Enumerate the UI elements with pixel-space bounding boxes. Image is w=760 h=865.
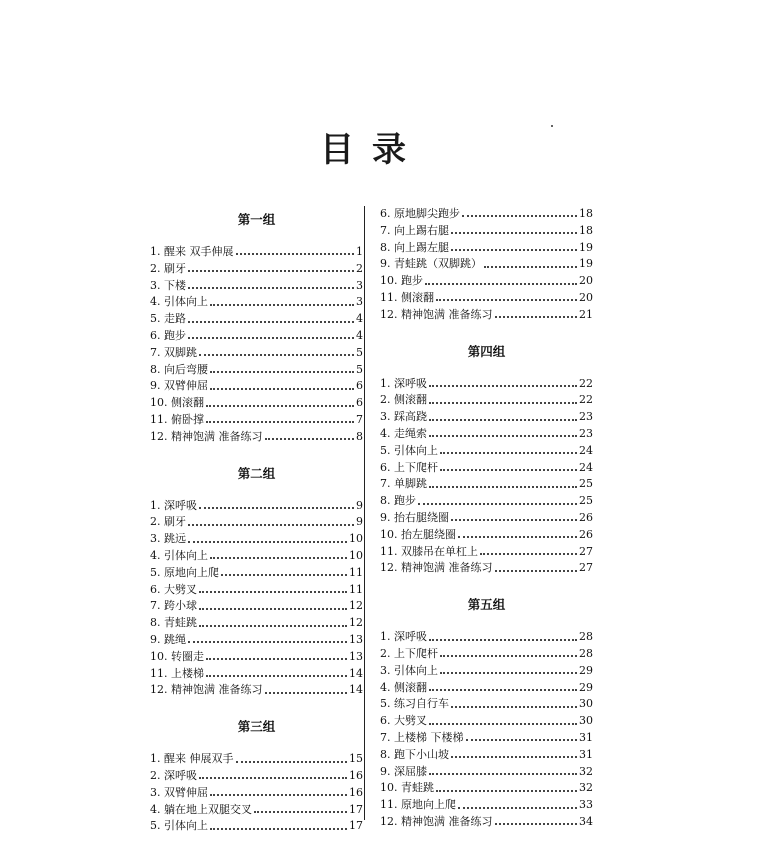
page-number: 5	[356, 362, 363, 376]
entry-label: 11. 侧滚翻	[380, 290, 434, 304]
page-number: 18	[579, 223, 593, 237]
toc-entry[interactable]	[380, 780, 593, 797]
dot-leader	[236, 761, 348, 763]
page-number: 31	[579, 747, 593, 761]
dot-leader	[429, 419, 577, 421]
dot-leader	[429, 723, 577, 725]
entry-label: 8. 跑步	[380, 494, 416, 508]
dot-leader	[429, 639, 577, 641]
page-number: 8	[356, 429, 363, 443]
dot-leader	[206, 675, 347, 677]
entry-label: 6. 上下爬杆	[380, 460, 438, 474]
page-number: 27	[579, 544, 593, 558]
dot-leader	[210, 557, 347, 559]
page-number: 22	[579, 393, 593, 407]
entry-label: 12. 精神饱满 准备练习	[380, 307, 493, 321]
toc-entry[interactable]	[150, 548, 363, 565]
right-column	[380, 206, 593, 831]
toc-entry[interactable]	[380, 426, 593, 443]
page-number: 13	[349, 632, 363, 646]
entry-label: 10. 跑步	[380, 274, 423, 288]
dot-leader	[462, 215, 577, 217]
dot-leader	[429, 435, 577, 437]
dot-leader	[451, 519, 577, 521]
page-number: 10	[349, 532, 363, 546]
page-number: 15	[349, 752, 363, 766]
dot-leader	[451, 232, 577, 234]
page-number: 18	[579, 207, 593, 220]
page-number: 4	[356, 328, 363, 342]
page-number: 34	[579, 814, 593, 828]
toc-entry[interactable]	[380, 764, 593, 781]
toc-entry[interactable]	[150, 818, 363, 835]
group-heading: 第五组	[467, 597, 506, 613]
toc-entry[interactable]	[380, 493, 593, 510]
dot-leader	[210, 388, 354, 390]
toc-entry[interactable]	[380, 747, 593, 764]
dot-leader	[451, 706, 577, 708]
toc-entry[interactable]	[380, 629, 593, 646]
dot-leader	[199, 354, 354, 356]
toc-entry[interactable]	[380, 797, 593, 814]
toc-entry[interactable]	[150, 682, 363, 699]
group-heading: 第三组	[237, 719, 276, 735]
entry-label: 4. 走绳索	[380, 426, 427, 440]
page-number: 23	[579, 410, 593, 424]
toc-entry[interactable]	[380, 206, 593, 223]
toc-entry[interactable]	[150, 261, 363, 278]
toc-entry[interactable]	[150, 632, 363, 649]
entry-label: 2. 侧滚翻	[380, 393, 427, 407]
toc-entry[interactable]	[380, 376, 593, 393]
dot-leader	[436, 790, 577, 792]
toc-entry[interactable]	[150, 649, 363, 666]
page-number: 12	[349, 616, 363, 630]
toc-entry[interactable]	[150, 598, 363, 615]
entry-label: 7. 单脚跳	[380, 477, 427, 491]
page-number: 20	[579, 274, 593, 288]
left-column	[150, 208, 363, 835]
entry-label: 10. 青蛙跳	[380, 781, 434, 795]
entry-label: 3. 下楼	[150, 278, 186, 292]
toc-entry[interactable]	[380, 460, 593, 477]
dot-leader	[425, 283, 577, 285]
entry-label: 10. 转圈走	[150, 649, 204, 663]
dot-leader	[210, 828, 347, 830]
toc-entry[interactable]	[150, 514, 363, 531]
dot-leader	[199, 777, 347, 779]
entry-label: 3. 跳远	[150, 532, 186, 546]
page-number: 22	[579, 376, 593, 390]
page-number: 17	[349, 802, 363, 816]
dot-leader	[418, 503, 577, 505]
entry-label: 12. 精神饱满 准备练习	[150, 429, 263, 443]
toc-entry[interactable]	[380, 527, 593, 544]
entry-label: 6. 原地脚尖跑步	[380, 207, 460, 220]
dot-leader	[466, 739, 578, 741]
dot-leader	[188, 270, 354, 272]
toc-entry[interactable]	[150, 531, 363, 548]
toc-entry[interactable]	[150, 785, 363, 802]
page-number: 28	[579, 630, 593, 644]
toc-entry[interactable]	[150, 328, 363, 345]
dot-leader	[440, 655, 577, 657]
page-number: 2	[356, 261, 363, 275]
toc-entry[interactable]	[380, 730, 593, 747]
dot-leader	[484, 266, 577, 268]
page-number: 3	[356, 295, 363, 309]
toc-entry[interactable]	[150, 666, 363, 683]
page-number: 1	[356, 245, 363, 258]
dot-leader	[188, 337, 354, 339]
dot-leader	[210, 304, 354, 306]
entry-label: 8. 向上踢左腿	[380, 240, 449, 254]
toc-entry[interactable]	[150, 345, 363, 362]
page-number: 26	[579, 510, 593, 524]
page-number: 23	[579, 426, 593, 440]
entry-label: 9. 深屈膝	[380, 764, 427, 778]
toc-entry[interactable]	[150, 362, 363, 379]
toc-entry[interactable]	[380, 409, 593, 426]
page-number: 24	[579, 443, 593, 457]
dot-leader	[188, 541, 347, 543]
entry-label: 8. 向后弯腰	[150, 362, 208, 376]
dot-leader	[199, 507, 354, 509]
entry-label: 6. 大劈叉	[380, 714, 427, 728]
dot-leader	[221, 574, 347, 576]
toc-entry[interactable]	[380, 646, 593, 663]
page-number: 12	[349, 599, 363, 613]
dot-leader	[188, 641, 347, 643]
entry-label: 2. 刷牙	[150, 261, 186, 275]
page-number: 5	[356, 345, 363, 359]
dot-leader	[429, 402, 577, 404]
dot-leader	[495, 570, 578, 572]
dot-leader	[440, 672, 577, 674]
entry-label: 5. 引体向上	[150, 819, 208, 833]
toc-entry[interactable]	[150, 378, 363, 395]
entry-label: 5. 练习自行车	[380, 697, 449, 711]
toc-entry[interactable]	[150, 565, 363, 582]
page-number: 14	[349, 666, 363, 680]
page-number: 9	[356, 515, 363, 529]
page-number: 11	[349, 582, 363, 596]
dot-leader	[451, 249, 577, 251]
dot-leader	[206, 405, 354, 407]
dot-leader	[451, 756, 577, 758]
page-number: 28	[579, 646, 593, 660]
dot-leader	[199, 625, 347, 627]
entry-label: 11. 俯卧撑	[150, 412, 204, 426]
entry-label: 2. 上下爬杆	[380, 646, 438, 660]
toc-entry[interactable]	[380, 307, 593, 324]
page-number: 16	[349, 785, 363, 799]
entry-label: 1. 深呼吸	[380, 630, 427, 644]
entry-label: 5. 引体向上	[380, 443, 438, 457]
entry-label: 12. 精神饱满 准备练习	[150, 683, 263, 697]
group-spacer	[380, 324, 593, 340]
toc-entry[interactable]	[150, 751, 363, 768]
toc-entry[interactable]	[150, 768, 363, 785]
toc-entry[interactable]	[150, 498, 363, 515]
dot-leader	[236, 253, 355, 255]
dot-leader	[458, 807, 577, 809]
entry-label: 7. 向上踢右腿	[380, 223, 449, 237]
group-spacer	[150, 699, 363, 715]
entry-label: 3. 引体向上	[380, 663, 438, 677]
entry-label: 10. 抬左腿绕圈	[380, 527, 456, 541]
page-number: 20	[579, 290, 593, 304]
entry-label: 6. 大劈叉	[150, 582, 197, 596]
page-number: 10	[349, 548, 363, 562]
page-number: 32	[579, 781, 593, 795]
dot-leader	[188, 287, 354, 289]
page-number: 13	[349, 649, 363, 663]
group-heading: 第二组	[237, 465, 276, 481]
dot-leader	[188, 321, 354, 323]
toc-entry[interactable]	[380, 510, 593, 527]
toc-entry[interactable]	[380, 696, 593, 713]
entry-label: 3. 踩高跷	[380, 410, 427, 424]
page-number: 33	[579, 798, 593, 812]
dot-leader	[206, 421, 354, 423]
toc-entry[interactable]	[380, 240, 593, 257]
entry-label: 11. 原地向上爬	[380, 798, 456, 812]
entry-label: 4. 躺在地上双腿交叉	[150, 802, 252, 816]
page-number: 31	[579, 730, 593, 744]
entry-label: 8. 跑下小山坡	[380, 747, 449, 761]
toc-entry[interactable]	[150, 311, 363, 328]
entry-label: 4. 引体向上	[150, 548, 208, 562]
page-number: 19	[579, 240, 593, 254]
entry-label: 1. 深呼吸	[380, 376, 427, 390]
dot-leader	[210, 371, 354, 373]
dot-leader	[265, 692, 348, 694]
page-number: 17	[349, 819, 363, 833]
toc-entry[interactable]	[380, 814, 593, 831]
dot-leader	[436, 299, 577, 301]
dot-leader	[495, 316, 578, 318]
dot-leader	[199, 608, 347, 610]
entry-label: 9. 青蛙跳（双脚跳）	[380, 257, 482, 271]
dot-leader	[440, 452, 577, 454]
page-number: 3	[356, 278, 363, 292]
page-number: 29	[579, 680, 593, 694]
dot-leader	[429, 689, 577, 691]
dot-leader	[429, 773, 577, 775]
dot-leader	[440, 469, 577, 471]
toc-entry[interactable]	[150, 244, 363, 261]
entry-label: 5. 走路	[150, 312, 186, 326]
entry-label: 5. 原地向上爬	[150, 565, 219, 579]
toc-entry[interactable]	[380, 560, 593, 577]
entry-label: 12. 精神饱满 准备练习	[380, 814, 493, 828]
toc-entry[interactable]	[150, 582, 363, 599]
entry-label: 7. 上楼梯 下楼梯	[380, 730, 464, 744]
entry-label: 11. 双膝吊在单杠上	[380, 544, 478, 558]
page-title: 目录	[320, 130, 424, 170]
page-number: 26	[579, 527, 593, 541]
toc-entry[interactable]	[150, 395, 363, 412]
page-number: 14	[349, 683, 363, 697]
dot-leader	[429, 486, 577, 488]
page-number: 27	[579, 561, 593, 575]
entry-label: 9. 抬右腿绕圈	[380, 510, 449, 524]
entry-label: 1. 深呼吸	[150, 498, 197, 512]
toc-entry[interactable]	[150, 278, 363, 295]
entry-label: 7. 跨小球	[150, 599, 197, 613]
toc-entry[interactable]	[380, 256, 593, 273]
toc-entry[interactable]	[150, 615, 363, 632]
dot-leader	[254, 811, 347, 813]
toc-entry[interactable]	[380, 476, 593, 493]
group-spacer	[380, 577, 593, 593]
page-number: 30	[579, 714, 593, 728]
entry-label: 7. 双脚跳	[150, 345, 197, 359]
toc-entry[interactable]	[380, 713, 593, 730]
group-spacer	[150, 446, 363, 462]
dot-leader	[480, 553, 577, 555]
toc-entry[interactable]	[380, 273, 593, 290]
page-number: 4	[356, 312, 363, 326]
entry-label: 3. 双臂伸屈	[150, 785, 208, 799]
toc-entry[interactable]	[150, 802, 363, 819]
dot-leader	[265, 438, 355, 440]
page-number: 16	[349, 768, 363, 782]
entry-label: 2. 深呼吸	[150, 768, 197, 782]
entry-label: 4. 侧滚翻	[380, 680, 427, 694]
page-number: 19	[579, 257, 593, 271]
entry-label: 12. 精神饱满 准备练习	[380, 561, 493, 575]
page-number: 25	[579, 477, 593, 491]
page-number: 30	[579, 697, 593, 711]
dot-leader	[188, 524, 354, 526]
page-number: 25	[579, 494, 593, 508]
group-heading: 第一组	[237, 212, 276, 227]
column-divider	[364, 206, 365, 820]
dot-leader	[458, 536, 577, 538]
entry-label: 6. 跑步	[150, 328, 186, 342]
entry-label: 9. 跳绳	[150, 632, 186, 646]
page-number: 9	[356, 498, 363, 512]
page-number: 21	[579, 307, 593, 321]
page-number: 24	[579, 460, 593, 474]
toc-entry[interactable]	[150, 294, 363, 311]
toc-entry[interactable]	[380, 223, 593, 240]
toc-entry[interactable]	[380, 290, 593, 307]
entry-label: 1. 醒来 伸展双手	[150, 752, 234, 766]
dot-leader	[210, 794, 347, 796]
dot-leader	[199, 591, 347, 593]
entry-label: 8. 青蛙跳	[150, 616, 197, 630]
toc-entry[interactable]	[380, 392, 593, 409]
page-number: 32	[579, 764, 593, 778]
entry-label: 9. 双臂伸屈	[150, 379, 208, 393]
toc-entry[interactable]	[380, 680, 593, 697]
scan-speck	[551, 125, 553, 127]
entry-label: 11. 上楼梯	[150, 666, 204, 680]
entry-label: 10. 侧滚翻	[150, 396, 204, 410]
dot-leader	[206, 658, 347, 660]
page-number: 6	[356, 379, 363, 393]
toc-entry[interactable]	[380, 544, 593, 561]
toc-entry[interactable]	[150, 412, 363, 429]
toc-entry[interactable]	[150, 429, 363, 446]
toc-entry[interactable]	[380, 443, 593, 460]
page-number: 29	[579, 663, 593, 677]
entry-label: 1. 醒来 双手伸展	[150, 245, 234, 258]
page-number: 7	[356, 412, 363, 426]
page-number: 11	[349, 565, 363, 579]
entry-label: 2. 刷牙	[150, 515, 186, 529]
page-number: 6	[356, 396, 363, 410]
toc-entry[interactable]	[380, 663, 593, 680]
group-heading: 第四组	[467, 343, 506, 359]
dot-leader	[429, 385, 577, 387]
entry-label: 4. 引体向上	[150, 295, 208, 309]
dot-leader	[495, 823, 578, 825]
